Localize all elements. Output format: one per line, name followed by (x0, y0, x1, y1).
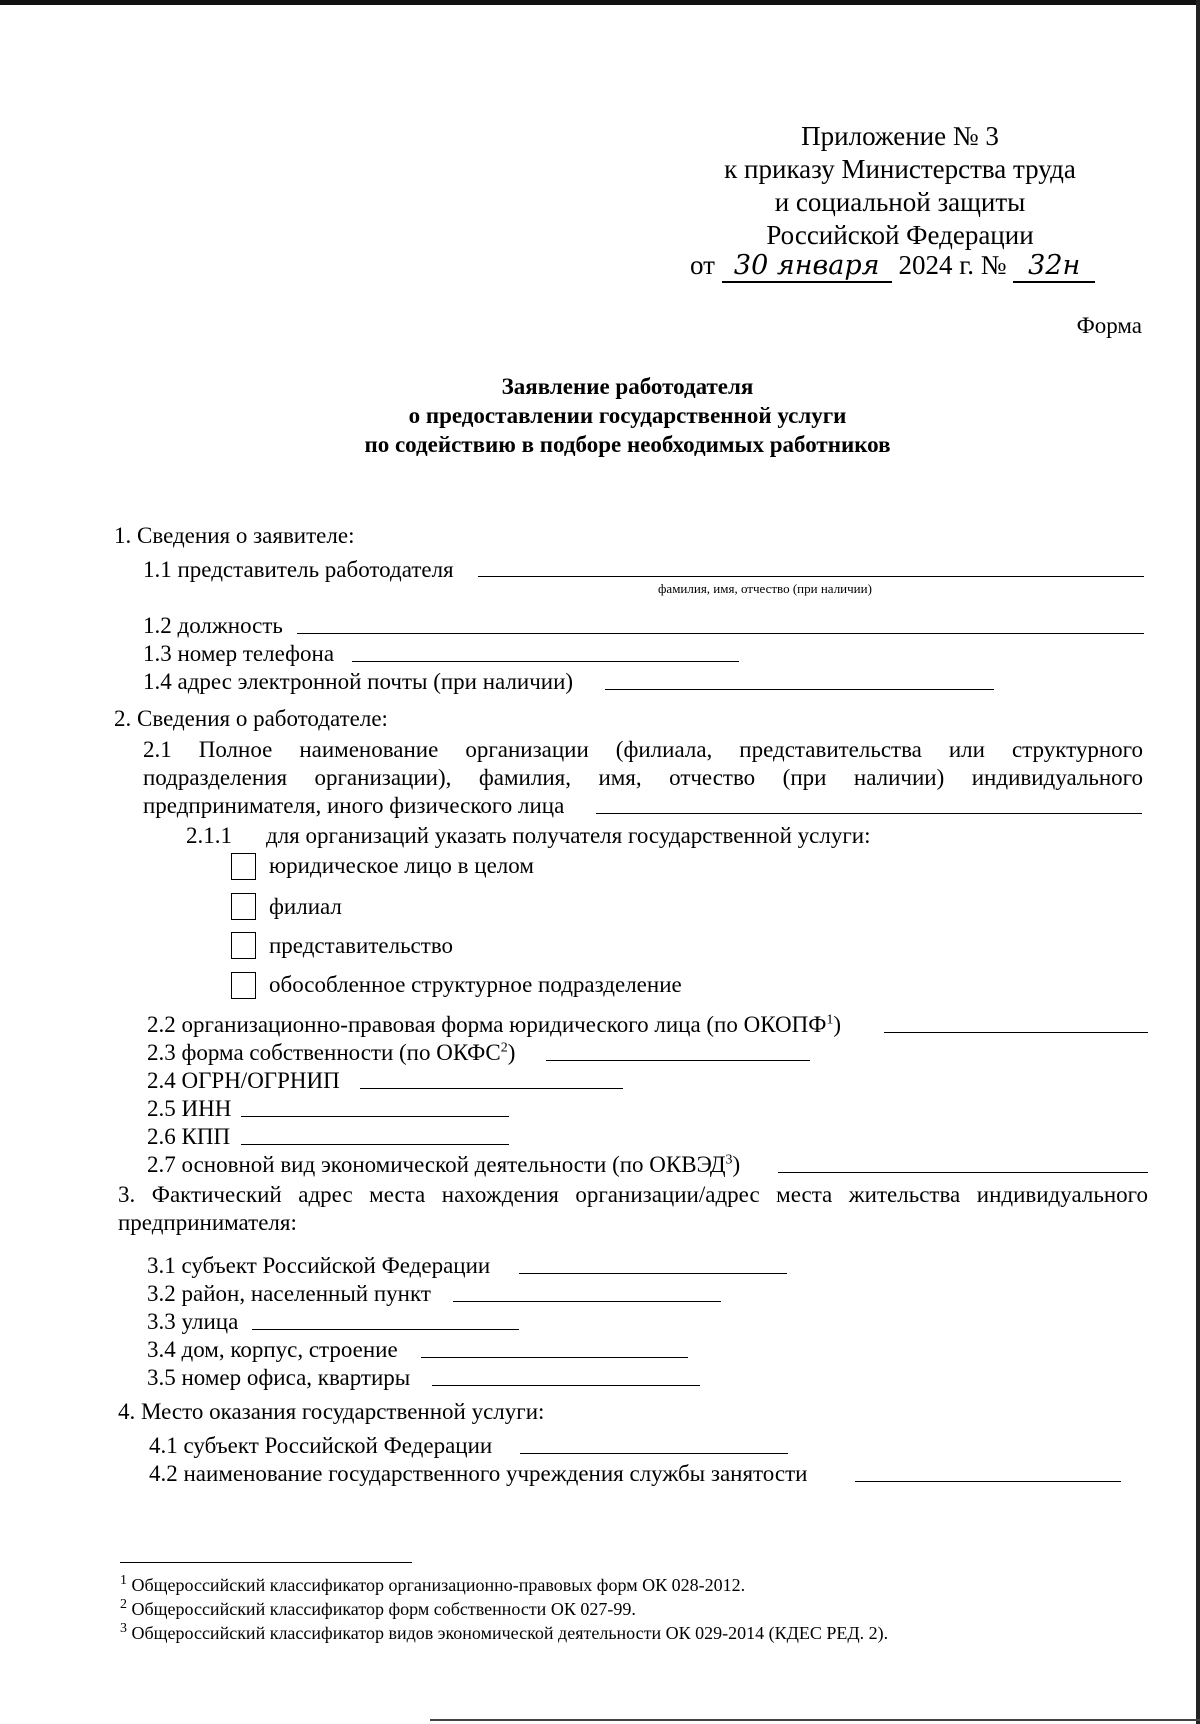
scan-border-top (0, 0, 1200, 5)
field-2-6-line[interactable] (241, 1144, 509, 1145)
field-4-2-line[interactable] (855, 1481, 1121, 1482)
paragraph-2-1-text: 2.1 Полное наименование организации (филиала, представительства или структурного подразделения организации), фамилия, имя, отчество (при наличии) индивидуального предпринимателя, иного физического лица (143, 737, 1143, 818)
checkbox-representative-office[interactable] (231, 932, 256, 959)
footnote-ref-2: 2 (500, 1040, 508, 1056)
field-2-2-label (147, 1011, 841, 1038)
field-3-5-label: 3.5 номер офиса, квартиры (147, 1365, 411, 1390)
field-2-7-text: 2.7 основной вид экономической деятельности (по ОКВЭД (147, 1152, 726, 1177)
field-4-2-label: 4.2 наименование государственного учреждения службы занятости (149, 1461, 808, 1486)
checkbox-representative-office-label: представительство (269, 933, 454, 958)
field-2-2-line[interactable] (884, 1032, 1148, 1033)
title-line-1: Заявление работодателя (501, 374, 754, 399)
field-3-5-line[interactable] (432, 1385, 700, 1386)
item-2-1-1-number: 2.1.1 (186, 823, 232, 848)
field-3-4-label: 3.4 дом, корпус, строение (147, 1337, 398, 1362)
footnote-3-number: 3 (120, 1621, 127, 1636)
footnote-3-text: Общероссийский классификатор видов экономической деятельности ОК 029-2014 (КДЕС РЕД. 2). (131, 1623, 889, 1643)
order-year: 2024 г. № (898, 250, 1007, 280)
field-2-3-paren: ) (507, 1040, 516, 1065)
appendix-line-1: Приложение № 3 (801, 121, 999, 151)
field-2-3-label (147, 1039, 515, 1066)
field-3-3-line[interactable] (252, 1329, 519, 1330)
field-2-2-paren: ) (833, 1012, 842, 1037)
field-2-7-label (147, 1151, 740, 1178)
item-2-1-1-text: для организаций указать получателя государственной услуги: (266, 823, 871, 848)
footnote-3 (120, 1623, 888, 1644)
footnote-divider (120, 1562, 412, 1563)
appendix-line-3: и социальной защиты (774, 187, 1026, 217)
section-3-heading-text: 3. Фактический адрес места нахождения организации/адрес места жительства индивидуального предпринимателя: (118, 1182, 1148, 1235)
checkbox-branch[interactable] (231, 893, 256, 920)
field-3-2-line[interactable] (453, 1301, 721, 1302)
footnote-2-number: 2 (120, 1597, 127, 1612)
field-1-2-line[interactable] (297, 633, 1144, 634)
field-1-1-caption: фамилия, имя, отчество (при наличии) (658, 581, 872, 596)
form-label: Форма (1076, 313, 1142, 338)
field-1-1-line[interactable] (478, 576, 1144, 577)
section-1-heading: 1. Сведения о заявителе: (114, 523, 355, 548)
paragraph-2-1 (143, 736, 1143, 820)
title-line-2: о предоставлении государственной услуги (408, 403, 847, 428)
checkbox-separate-subdivision-label: обособленное структурное подразделение (269, 972, 682, 997)
scan-border-bottom (430, 1719, 1200, 1721)
document-title (0, 372, 1200, 459)
checkbox-legal-entity[interactable] (231, 853, 256, 880)
section-4-heading: 4. Место оказания государственной услуги: (118, 1399, 545, 1424)
footnote-2 (120, 1599, 636, 1620)
field-3-3-label: 3.3 улица (147, 1309, 239, 1334)
field-1-3-line[interactable] (352, 661, 739, 662)
field-1-4-line[interactable] (605, 689, 994, 690)
section-3-heading (118, 1181, 1148, 1237)
order-date-handwritten: 30 января (722, 251, 892, 283)
field-1-2-label: 1.2 должность (143, 613, 283, 638)
appendix-block (680, 120, 1120, 252)
footnote-ref-1: 1 (826, 1012, 834, 1028)
footnote-1-text: Общероссийский классификатор организационно-правовых форм ОК 028-2012. (131, 1575, 746, 1595)
order-reference (690, 250, 1095, 283)
field-1-3-label: 1.3 номер телефона (143, 641, 335, 666)
field-2-4-label: 2.4 ОГРН/ОГРНИП (147, 1068, 340, 1093)
footnote-1 (120, 1575, 745, 1596)
field-3-1-label: 3.1 субъект Российской Федерации (147, 1253, 491, 1278)
field-3-2-label: 3.2 район, населенный пункт (147, 1281, 431, 1306)
field-2-3-text: 2.3 форма собственности (по ОКФС (147, 1040, 501, 1065)
field-2-5-label: 2.5 ИНН (147, 1096, 232, 1121)
field-2-5-line[interactable] (241, 1116, 509, 1117)
appendix-line-2: к приказу Министерства труда (724, 154, 1076, 184)
scan-border-right (1196, 0, 1200, 1724)
section-2-heading: 2. Сведения о работодателе: (114, 706, 388, 731)
checkbox-separate-subdivision[interactable] (231, 972, 256, 999)
field-4-1-label: 4.1 субъект Российской Федерации (149, 1433, 493, 1458)
title-line-3: по содействию в подборе необходимых работников (364, 432, 891, 457)
field-3-1-line[interactable] (519, 1273, 787, 1274)
footnote-1-number: 1 (120, 1573, 127, 1588)
field-2-2-text: 2.2 организационно-правовая форма юридического лица (по ОКОПФ (147, 1012, 827, 1037)
field-4-1-line[interactable] (520, 1453, 788, 1454)
field-2-4-line[interactable] (360, 1088, 623, 1089)
checkbox-legal-entity-label: юридическое лицо в целом (269, 853, 534, 878)
field-1-4-label: 1.4 адрес электронной почты (при наличии) (143, 669, 574, 694)
field-1-1-label: 1.1 представитель работодателя (143, 557, 454, 582)
field-2-1-line[interactable] (596, 813, 1142, 814)
footnote-2-text: Общероссийский классификатор форм собственности ОК 027-99. (131, 1599, 636, 1619)
field-2-7-paren: ) (732, 1152, 741, 1177)
field-3-4-line[interactable] (421, 1357, 688, 1358)
field-2-3-line[interactable] (546, 1060, 810, 1061)
field-2-6-label: 2.6 КПП (147, 1124, 231, 1149)
order-number-handwritten: 32н (1013, 251, 1095, 283)
appendix-line-4: Российской Федерации (766, 220, 1034, 250)
order-prefix: от (690, 250, 715, 280)
footnote-ref-3: 3 (725, 1152, 733, 1168)
checkbox-branch-label: филиал (269, 894, 342, 919)
field-2-7-line[interactable] (778, 1172, 1148, 1173)
